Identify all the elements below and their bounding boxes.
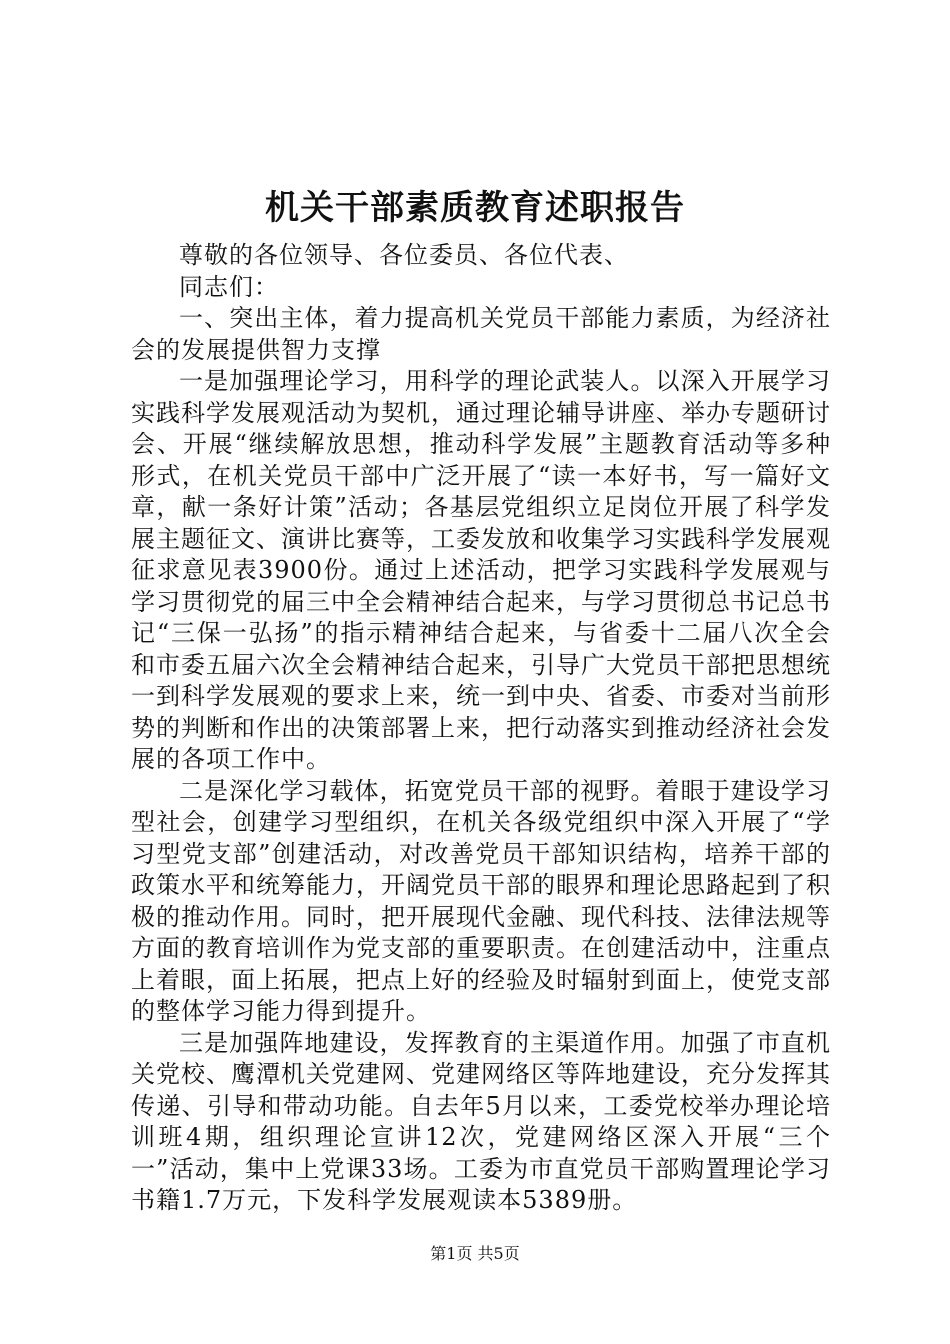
body-paragraph-theory-study: 一是加强理论学习，用科学的理论武装人。以深入开展学习实践科学发展观活动为契机，通过理论辅导讲座、举办专题研讨会、开展“继续解放思想，推动科学发展”主题教育活动等多种形式，在机关党员干部中广泛开展了“读一本好书，写一篇好文章，献一条好计策”活动；各基层党组织立足岗位开展了科学发展主题征文、演讲比赛等，工委发放和收集学习实践科学发展观征求意见表3900份。通过上述活动，把学习实践科学发展观与学习贯彻党的届三中全会精神结合起来，与学习贯彻总书记总书记“三保一弘扬”的指示精神结合起来，与省委十二届八次全会和市委五届六次全会精神结合起来，引导广大党员干部把思想统一到科学发展观的要求上来，统一到中央、省委、市委对当前形势的判断和作出的决策部署上来，把行动落实到推动经济社会发展的各项工作中。: [131, 367, 831, 773]
body-paragraph-position-building: 三是加强阵地建设，发挥教育的主渠道作用。加强了市直机关党校、鹰潭机关党建网、党建网络区等阵地建设，充分发挥其传递、引导和带动功能。自去年5月以来，工委党校举办理论培训班4期，组织理论宣讲12次，党建网络区深入开展“三个一”活动，集中上党课33场。工委为市直党员干部购置理论学习书籍1.7万元，下发科学发展观读本5389册。: [131, 1028, 831, 1214]
document-title: 机关干部素质教育述职报告: [265, 188, 685, 228]
section-heading-1: 一、突出主体，着力提高机关党员干部能力素质，为经济社会的发展提供智力支撑: [131, 304, 831, 364]
document-body: [131, 240, 831, 1217]
salutation-comrades: 同志们：: [179, 272, 279, 301]
body-paragraph-learning-carrier: 二是深化学习载体，拓宽党员干部的视野。着眼于建设学习型社会，创建学习型组织，在机关各级党组织中深入开展了“学习型党支部”创建活动，对改善党员干部知识结构，培养干部的政策水平和统筹能力，开阔党员干部的眼界和理论思路起到了积极的推动作用。同时，把开展现代金融、现代科技、法律法规等方面的教育培训作为党支部的重要职责。在创建活动中，注重点上着眼，面上拓展，把点上好的经验及时辐射到面上，使党支部的整体学习能力得到提升。: [131, 776, 831, 1025]
page-number-footer: 第1页 共5页: [430, 1244, 520, 1263]
salutation-line: 尊敬的各位领导、各位委员、各位代表、: [179, 241, 629, 269]
